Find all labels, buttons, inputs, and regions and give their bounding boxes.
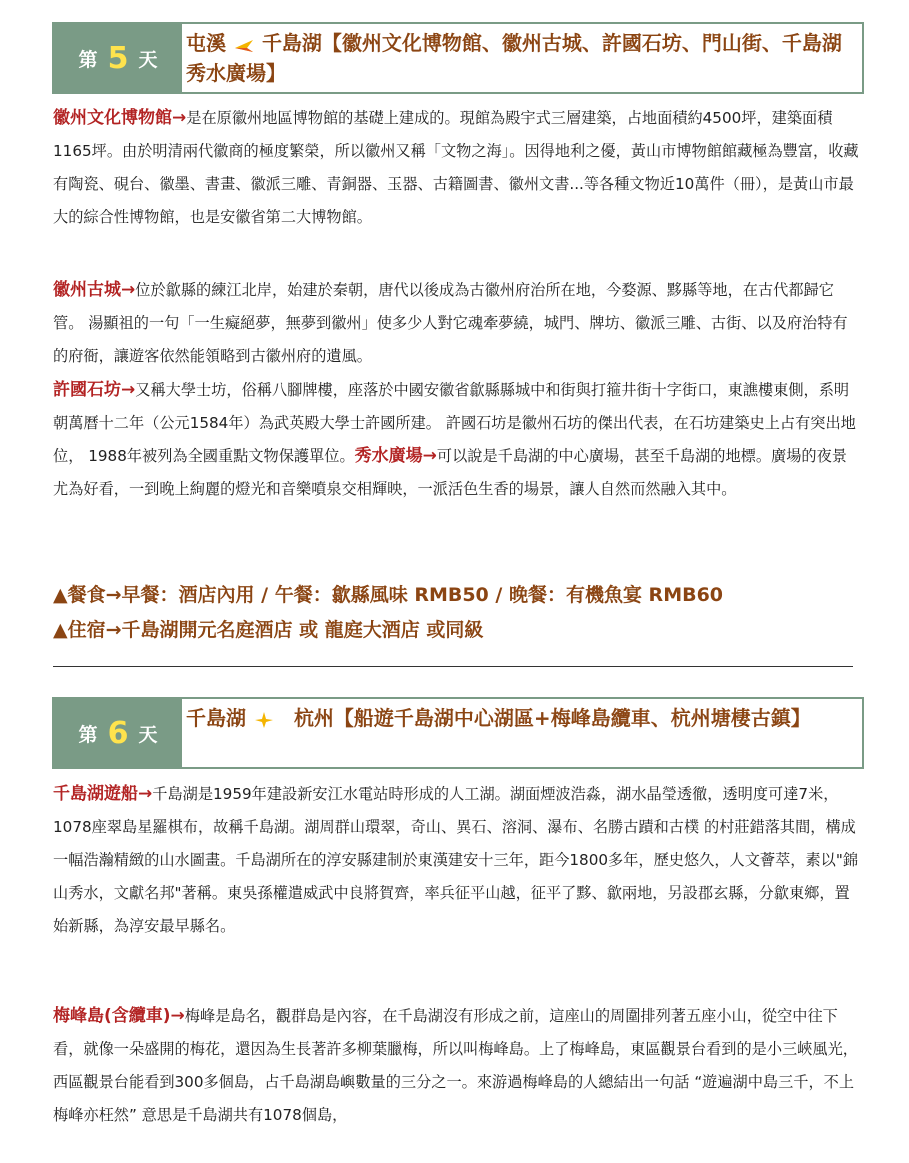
- day6-header: [52, 697, 864, 769]
- day5-title: [186, 28, 856, 88]
- day5-prefix: 第: [78, 48, 98, 71]
- day6-title-origin: 千島湖: [186, 706, 246, 730]
- city-paragraph: [53, 274, 859, 373]
- day5-header: [52, 22, 864, 94]
- day5-badge: [54, 24, 182, 92]
- day5-number: 5: [107, 40, 129, 76]
- day6-badge: [54, 699, 182, 767]
- day6-suffix: 天: [138, 723, 158, 746]
- museum-paragraph: [53, 102, 859, 234]
- section-divider: [53, 666, 853, 667]
- city-text: 位於歙縣的練江北岸，始建於秦朝，唐代以後成為古徽州府治所在地，今婺源、黟縣等地，在古代都歸它管。 湯顯祖的一句「一生癡絕夢，無夢到徽州」使多少人對它魂牽夢繞，城門、牌坊、徽派三雕、古街、以及府治特有的府衙，讓遊客依然能領略到古徽州府的遺風。: [53, 281, 848, 365]
- day6-title-dest: 杭州【船遊千島湖中心湖區+梅峰島纜車、杭州塘棲古鎮】: [293, 706, 811, 730]
- lake-text: 千島湖是1959年建設新安江水電站時形成的人工湖。湖面煙波浩淼，湖水晶瑩透徹，透明度可達7米，1078座翠島星羅棋布，故稱千島湖。湖周群山環翠，奇山、異石、溶洞、瀑布、名勝古蹟和古樸 的村莊錯落其間，構成一幅浩瀚精緻的山水圖畫。千島湖所在的淳安縣建制於東漢建安十三年，距今1800多年，歷史悠久，人文薈萃，素以"錦山秀水，文獻名邦"著稱。東吳孫權遣威武中良將賀齊，率兵征平山越，征平了黟、歙兩地，另設郡玄縣，分歙東鄉，置始新縣，為淳安最早縣名。: [53, 785, 859, 935]
- island-paragraph: [53, 1000, 859, 1132]
- travel-arrow-icon: [233, 36, 255, 54]
- museum-term: 徽州文化博物館→: [53, 108, 187, 128]
- day6-title: [186, 703, 856, 733]
- arch-text: 又稱大學士坊，俗稱八腳牌樓，座落於中國安徽省歙縣縣城中和街與打箍井街十字街口，東譙樓東側，系明朝萬曆十二年（公元1584年）為武英殿大學士許國所建。 許國石坊是徽州石坊的傑出代表，在石坊建築史上占有突出地位， 1988年被列為全國重點文物保護單位。: [53, 381, 856, 465]
- lake-term: 千島湖遊船→: [53, 784, 153, 804]
- meals-note: ▲餐食→早餐：酒店內用 / 午餐：歙縣風味 RMB50 / 晚餐：有機魚宴 RMB60: [53, 584, 724, 606]
- lake-paragraph: [53, 778, 859, 943]
- day6-prefix: 第: [78, 723, 98, 746]
- day5-suffix: 天: [138, 48, 158, 71]
- island-text: 梅峰是島名，觀群島是內容，在千島湖沒有形成之前，這座山的周圍排列著五座小山，從空中往下看，就像一朵盛開的梅花，還因為生長著許多柳葉臘梅，所以叫梅峰島。上了梅峰島，東區觀景台看到的是小三峽風光，西區觀景台能看到300多個島，占千島湖島嶼數量的三分之一。來游過梅峰島的人總結出一句話 “遊遍湖中島三千，不上梅峰亦枉然” 意思是千島湖共有1078個島，: [53, 1007, 858, 1124]
- day5-title-origin: 屯溪: [186, 31, 226, 55]
- day6-number: 6: [107, 715, 129, 751]
- arch-term: 許國石坊→: [53, 380, 136, 400]
- square-text: 可以說是千島湖的中心廣場，甚至千島湖的地標。廣場的夜景尤為好看，一到晚上絢麗的燈光和音樂噴泉交相輝映，一派活色生香的場景，讓人自然而然融入其中。: [53, 447, 847, 498]
- square-term: 秀水廣場→: [354, 446, 437, 466]
- island-term: 梅峰島(含纜車)→: [53, 1006, 185, 1026]
- day5-title-dest: 千島湖【徽州文化博物館、徽州古城、許國石坊、門山街、千島湖秀水廣場】: [186, 31, 842, 85]
- sparkle-icon: [253, 711, 275, 729]
- arch-paragraph: [53, 374, 859, 506]
- museum-text: 是在原徽州地區博物館的基礎上建成的。現館為殿宇式三層建築，占地面積約4500坪，建築面積1165坪。由於明清兩代徽商的極度繁榮，所以徽州又稱「文物之海」。因得地利之優，黃山市博物館館藏極為豐富，收藏有陶瓷、硯台、徽墨、書畫、徽派三雕、青銅器、玉器、古籍圖書、徽州文書...等各種文物近10萬件（冊），是黃山市最大的綜合性博物館，也是安徽省第二大博物館。: [53, 109, 859, 226]
- hotel-note: ▲住宿→千島湖開元名庭酒店 或 龍庭大酒店 或同級: [53, 619, 484, 641]
- city-term: 徽州古城→: [53, 280, 136, 300]
